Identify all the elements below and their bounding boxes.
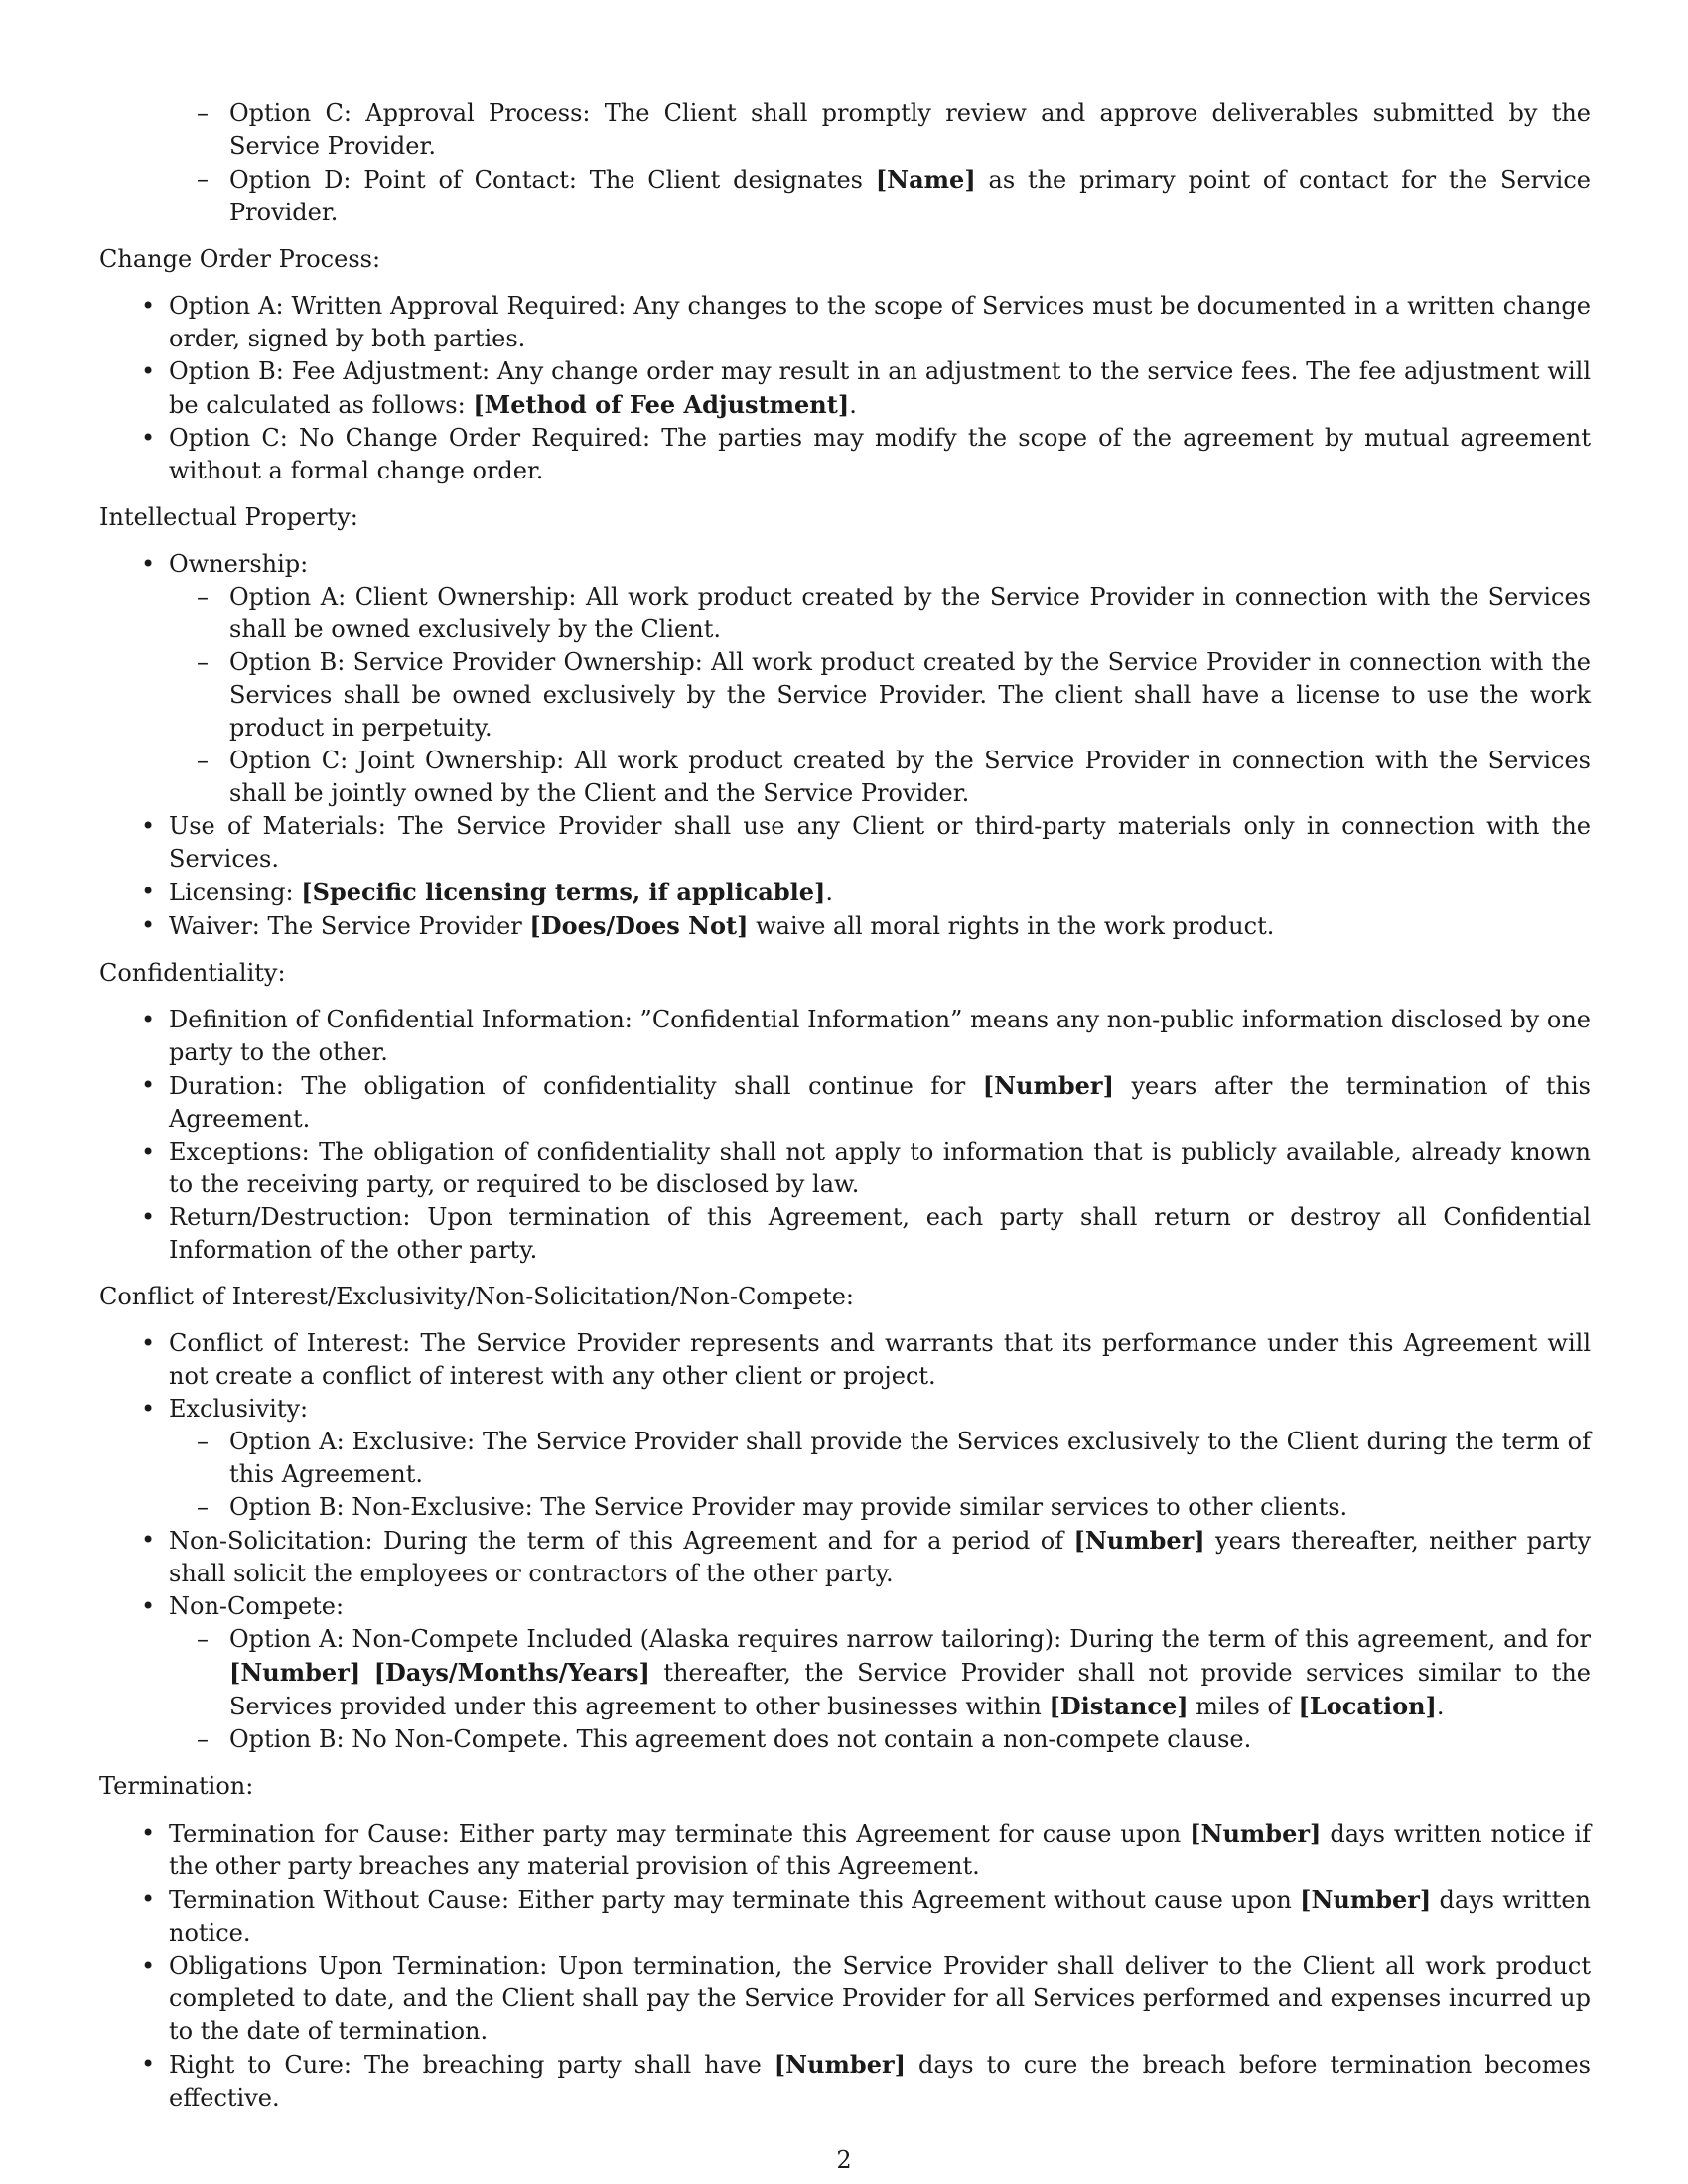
list-item [99, 2048, 1591, 2115]
bullet-marker: • [141, 1526, 156, 1554]
bullet-marker: • [141, 1592, 156, 1620]
list-item [99, 97, 1591, 163]
non-compete-option-b: Option B: No Non-Compete. This agreement does not contain a non-compete clause. [229, 1725, 1252, 1753]
change-order-heading: Change Order Process: [99, 245, 381, 273]
name-placeholder: [Name] [875, 165, 976, 194]
exclusivity-option-a: Option A: Exclusive: The Service Provider shall provide the Services exclusively to the Client during the term of this Agreement. [229, 1428, 1591, 1488]
exclusivity-option-b: Option B: Non-Exclusive: The Service Provider may provide similar services to other clients. [229, 1493, 1348, 1521]
conflict-of-interest-list [99, 1327, 1591, 1756]
list-item [99, 909, 1591, 943]
list-item [99, 581, 1591, 646]
change-option-b: Option B: Fee Adjustment: Any change order may result in an adjustment to the service fees. The fee adjustment will be calculated as follows: [169, 357, 1591, 419]
miles-of-text: miles of [1188, 1693, 1299, 1720]
termination-cause-text-end: days written notice if the other party breaches any material provision of this Agreement. [169, 1820, 1591, 1880]
conflict-of-interest-heading: Conflict of Interest/Exclusivity/Non-Solicitation/Non-Compete: [99, 1283, 855, 1310]
exclusivity-label: Exclusivity: [169, 1395, 309, 1423]
list-item [99, 1327, 1591, 1393]
list-item [99, 163, 1591, 229]
intellectual-property-list [99, 548, 1591, 943]
dash-marker: – [197, 1725, 209, 1753]
use-of-materials: Use of Materials: The Service Provider shall use any Client or third-party materials only in connection with the Services. [169, 812, 1591, 873]
contact-options-list [99, 97, 1591, 229]
waiver-text: Waiver: The Service Provider [169, 912, 530, 940]
conflict-text: Conflict of Interest: The Service Provider represents and warrants that its performance under this Agreement will not create a conflict of interest with any other client or project. [169, 1329, 1591, 1390]
exceptions-text: Exceptions: The obligation of confidentiality shall not apply to information that is publicly available, already known to the receiving party, or required to be disclosed by law. [169, 1138, 1591, 1198]
termination-list [99, 1817, 1591, 2115]
return-destruction-text: Return/Destruction: Upon termination of this Agreement, each party shall return or destroy all Confidential Information of the other party. [169, 1203, 1591, 1264]
list-item [99, 1623, 1591, 1723]
period-placeholder: [Days/Months/Years] [373, 1658, 650, 1687]
list-item [99, 1883, 1591, 1950]
list-item [99, 1069, 1591, 1136]
bullet-marker: • [141, 1138, 156, 1165]
non-solicitation-placeholder: [Number] [1073, 1526, 1205, 1555]
bullet-marker: • [141, 550, 156, 578]
list-item [99, 1723, 1591, 1756]
right-to-cure-text-end: days to cure the breach before termination becomes effective. [169, 2051, 1591, 2112]
option-d-text: Option D: Point of Contact: The Client designates [229, 166, 876, 194]
bullet-marker: • [141, 1071, 156, 1099]
dash-marker: – [197, 1428, 209, 1455]
list-item [99, 646, 1591, 745]
duration-text: Duration: The obligation of confidentiality shall continue for [169, 1072, 983, 1100]
space-text [360, 1659, 374, 1687]
list-item [99, 422, 1591, 487]
non-compete-label: Non-Compete: [169, 1592, 345, 1620]
bullet-marker: • [141, 1203, 156, 1231]
list-item [99, 1393, 1591, 1426]
list-item [99, 810, 1591, 876]
licensing-label: Licensing: [169, 879, 302, 906]
location-placeholder: [Location] [1298, 1692, 1437, 1720]
bullet-marker: • [141, 812, 156, 840]
bullet-marker: • [141, 878, 156, 905]
ownership-option-c: Option C: Joint Ownership: All work product created by the Service Provider in connection with the Services shall be jointly owned by the Client and the Service Provider. [229, 747, 1591, 807]
non-solicitation-text-end: years thereafter, neither party shall solicit the employees or contractors of the other party. [169, 1527, 1591, 1587]
intellectual-property-heading: Intellectual Property: [99, 503, 358, 531]
option-d-text-end: as the primary point of contact for the Service Provider. [229, 166, 1591, 226]
list-item [99, 1491, 1591, 1524]
cause-days-placeholder: [Number] [1190, 1819, 1322, 1847]
non-compete-option-a-end: . [1436, 1693, 1445, 1720]
bullet-marker: • [141, 1819, 156, 1846]
dash-marker: – [197, 747, 209, 774]
ownership-option-b: Option B: Service Provider Ownership: All work product created by the Service Provider in connection with the Services shall be owned exclusively by the Service Provider. The client shall have a license to use the work product in perpetuity. [229, 648, 1591, 742]
bullet-marker: • [141, 1006, 156, 1033]
right-to-cure-text: Right to Cure: The breaching party shall have [169, 2051, 774, 2079]
bullet-marker: • [141, 1395, 156, 1423]
bullet-marker: • [141, 292, 156, 320]
list-item [99, 1817, 1591, 1883]
change-option-c: Option C: No Change Order Required: The parties may modify the scope of the agreement by mutual agreement without a formal change order. [169, 424, 1591, 484]
waiver-text-end: waive all moral rights in the work product. [748, 912, 1275, 940]
non-compete-option-a: Option A: Non-Compete Included (Alaska requires narrow tailoring): During the term of this agreement, and for [229, 1625, 1591, 1653]
bullet-marker: • [141, 1329, 156, 1357]
document-page [99, 97, 1591, 2128]
list-item [99, 290, 1591, 355]
ownership-option-a: Option A: Client Ownership: All work product created by the Service Provider in connection with the Services shall be owned exclusively by the Client. [229, 583, 1591, 643]
change-option-b-end: . [849, 391, 857, 419]
list-item [99, 745, 1591, 810]
confidentiality-list [99, 1004, 1591, 1267]
dash-marker: – [197, 99, 209, 127]
list-item [99, 1590, 1591, 1623]
confidential-definition: Definition of Confidential Information: ”Confidential Information” means any non-public information disclosed by one party to the other. [169, 1006, 1591, 1066]
licensing-end: . [825, 879, 834, 906]
bullet-marker: • [141, 424, 156, 452]
termination-cause-text: Termination for Cause: Either party may terminate this Agreement for cause upon [169, 1820, 1191, 1847]
list-item [99, 548, 1591, 581]
option-c-approval-text: Option C: Approval Process: The Client shall promptly review and approve deliverables submitted by the Service Provider. [229, 99, 1591, 160]
list-item [99, 1136, 1591, 1201]
list-item [99, 1201, 1591, 1267]
termination-heading: Termination: [99, 1772, 254, 1800]
duration-placeholder: [Number] [982, 1071, 1114, 1100]
non-compete-option-a-mid: thereafter, the Service Provider shall not provide services similar to the Services provided under this agreement to other businesses within [229, 1659, 1591, 1720]
bullet-marker: • [141, 1885, 156, 1913]
list-item [99, 1950, 1591, 2048]
cure-days-placeholder: [Number] [774, 2050, 906, 2079]
list-item [99, 876, 1591, 909]
change-option-a: Option A: Written Approval Required: Any changes to the scope of Services must be documented in a written change order, signed by both parties. [169, 292, 1591, 352]
list-item [99, 355, 1591, 422]
bullet-marker: • [141, 911, 156, 939]
change-order-list [99, 290, 1591, 487]
termination-without-cause-end: days written notice. [169, 1886, 1591, 1947]
page-number: 2 [836, 2146, 852, 2174]
number-placeholder: [Number] [229, 1658, 361, 1687]
dash-marker: – [197, 648, 209, 676]
dash-marker: – [197, 1625, 209, 1653]
waiver-placeholder: [Does/Does Not] [529, 911, 749, 940]
distance-placeholder: [Distance] [1049, 1692, 1189, 1720]
licensing-placeholder: [Specific licensing terms, if applicable] [301, 878, 826, 906]
list-item [99, 1004, 1591, 1069]
dash-marker: – [197, 583, 209, 611]
obligations-text: Obligations Upon Termination: Upon termination, the Service Provider shall deliver to the Client all work product completed to date, and the Client shall pay the Service Provider for all Services performed and expenses incurred up to the date of termination. [169, 1952, 1591, 2045]
bullet-marker: • [141, 2050, 156, 2078]
list-item [99, 1524, 1591, 1590]
non-solicitation-text: Non-Solicitation: During the term of this Agreement and for a period of [169, 1527, 1074, 1555]
ownership-label: Ownership: [169, 550, 309, 578]
dash-marker: – [197, 165, 209, 193]
duration-text-end: years after the termination of this Agreement. [169, 1072, 1591, 1133]
bullet-marker: • [141, 357, 156, 385]
list-item [99, 1426, 1591, 1491]
termination-without-cause-text: Termination Without Cause: Either party may terminate this Agreement without cause upon [169, 1886, 1301, 1914]
dash-marker: – [197, 1493, 209, 1521]
without-cause-days-placeholder: [Number] [1300, 1885, 1432, 1914]
confidentiality-heading: Confidentiality: [99, 959, 286, 987]
fee-method-placeholder: [Method of Fee Adjustment] [473, 390, 850, 419]
bullet-marker: • [141, 1952, 156, 1979]
